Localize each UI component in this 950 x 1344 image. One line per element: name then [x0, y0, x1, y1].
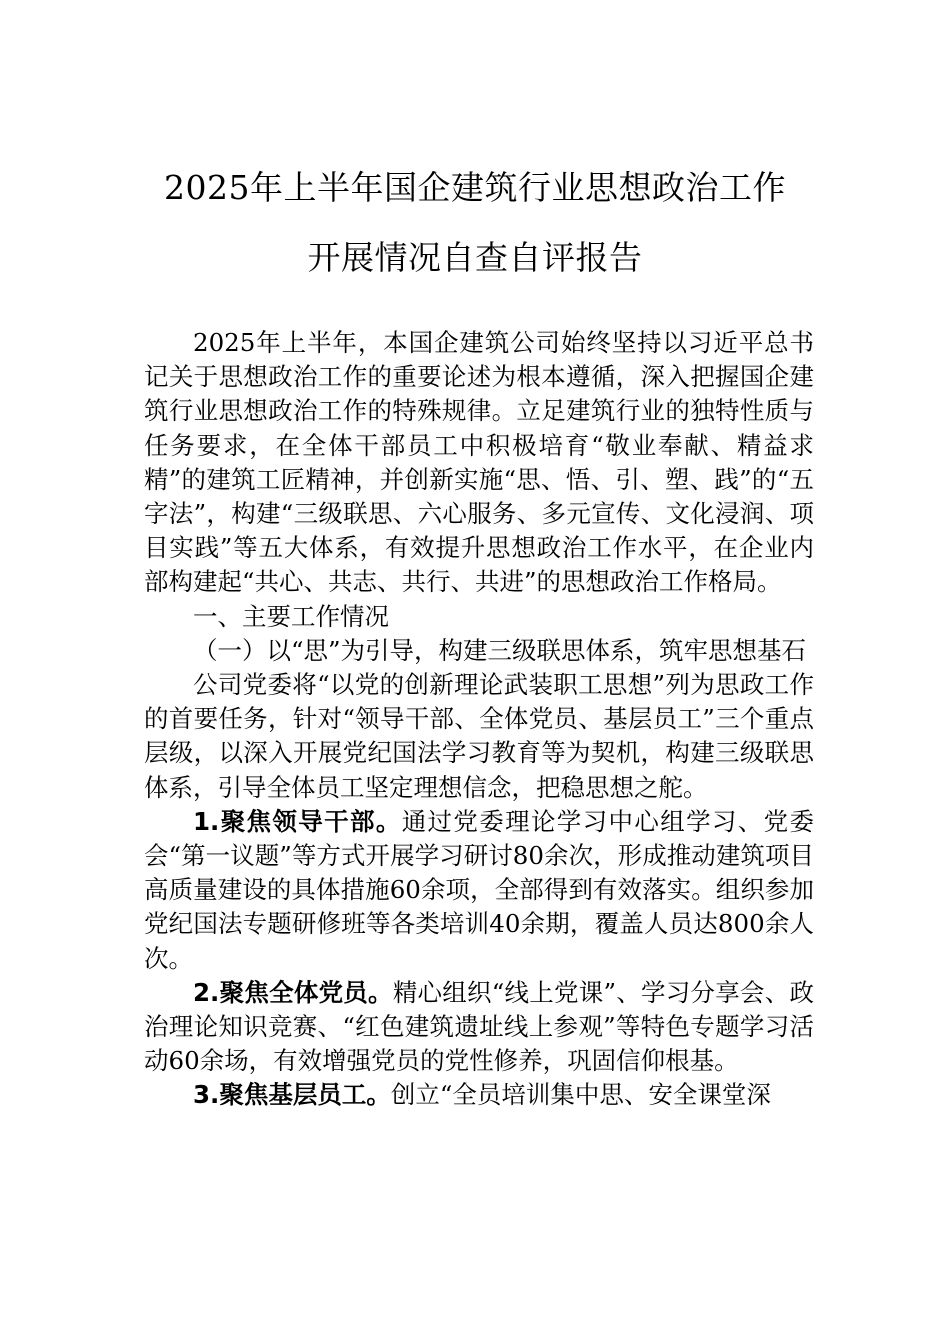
- item-3-text: 创立“全员培训集中思、安全课堂深: [390, 1080, 771, 1110]
- subsection-paragraph: 公司党委将“以党的创新理论武装职工思想”列为思政工作的首要任务，针对“领导干部、全体党员、基层员工”三个重点层级，以深入开展党纪国法学习教育等为契机，构建三级联思体系，引导全体员工坚定理想信念，把稳思想之舵。: [144, 670, 814, 802]
- document-title-line-1: 2025年上半年国企建筑行业思想政治工作: [164, 168, 786, 207]
- document-body: [144, 326, 814, 1113]
- item-2-text: 精心组织“线上党课”、学习分享会、政治理论知识竞赛、“红色建筑遗址线上参观”等特色专题学习活动60余场，有效增强党员的党性修养，巩固信仰根基。: [144, 977, 814, 1076]
- item-2-lead: 2.聚焦全体党员。: [193, 977, 393, 1007]
- item-paragraph-3: [144, 1078, 814, 1112]
- item-3-lead: 3.聚焦基层员工。: [193, 1080, 391, 1110]
- subsection-heading: （一）以“思”为引导，构建三级联思体系，筑牢思想基石: [193, 635, 807, 665]
- item-paragraph-1: [144, 805, 814, 976]
- item-1-lead: 1.聚焦领导干部。: [193, 806, 402, 836]
- item-1-text: 通过党委理论学习中心组学习、党委会“第一议题”等方式开展学习研讨80余次，形成推动建筑项目高质量建设的具体措施60余项，全部得到有效落实。组织参加党纪国法专题研修班等各类培训40余期，覆盖人员达800余人次。: [144, 806, 814, 973]
- intro-paragraph: 2025年上半年，本国企建筑公司始终坚持以习近平总书记关于思想政治工作的重要论述为根本遵循，深入把握国企建筑行业思想政治工作的特殊规律。立足建筑行业的独特性质与任务要求，在全体干部员工中积极培育“敬业奉献、精益求精”的建筑工匠精神，并创新实施“思、悟、引、塑、践”的“五字法”，构建“三级联思、六心服务、多元宣传、文化浸润、项目实践”等五大体系，有效提升思想政治工作水平，在企业内部构建起“共心、共志、共行、共进”的思想政治工作格局。: [144, 328, 814, 597]
- item-paragraph-2: [144, 976, 814, 1079]
- document-title-line-2: 开展情况自查自评报告: [307, 238, 643, 277]
- section-heading: 一、主要工作情况: [193, 601, 389, 631]
